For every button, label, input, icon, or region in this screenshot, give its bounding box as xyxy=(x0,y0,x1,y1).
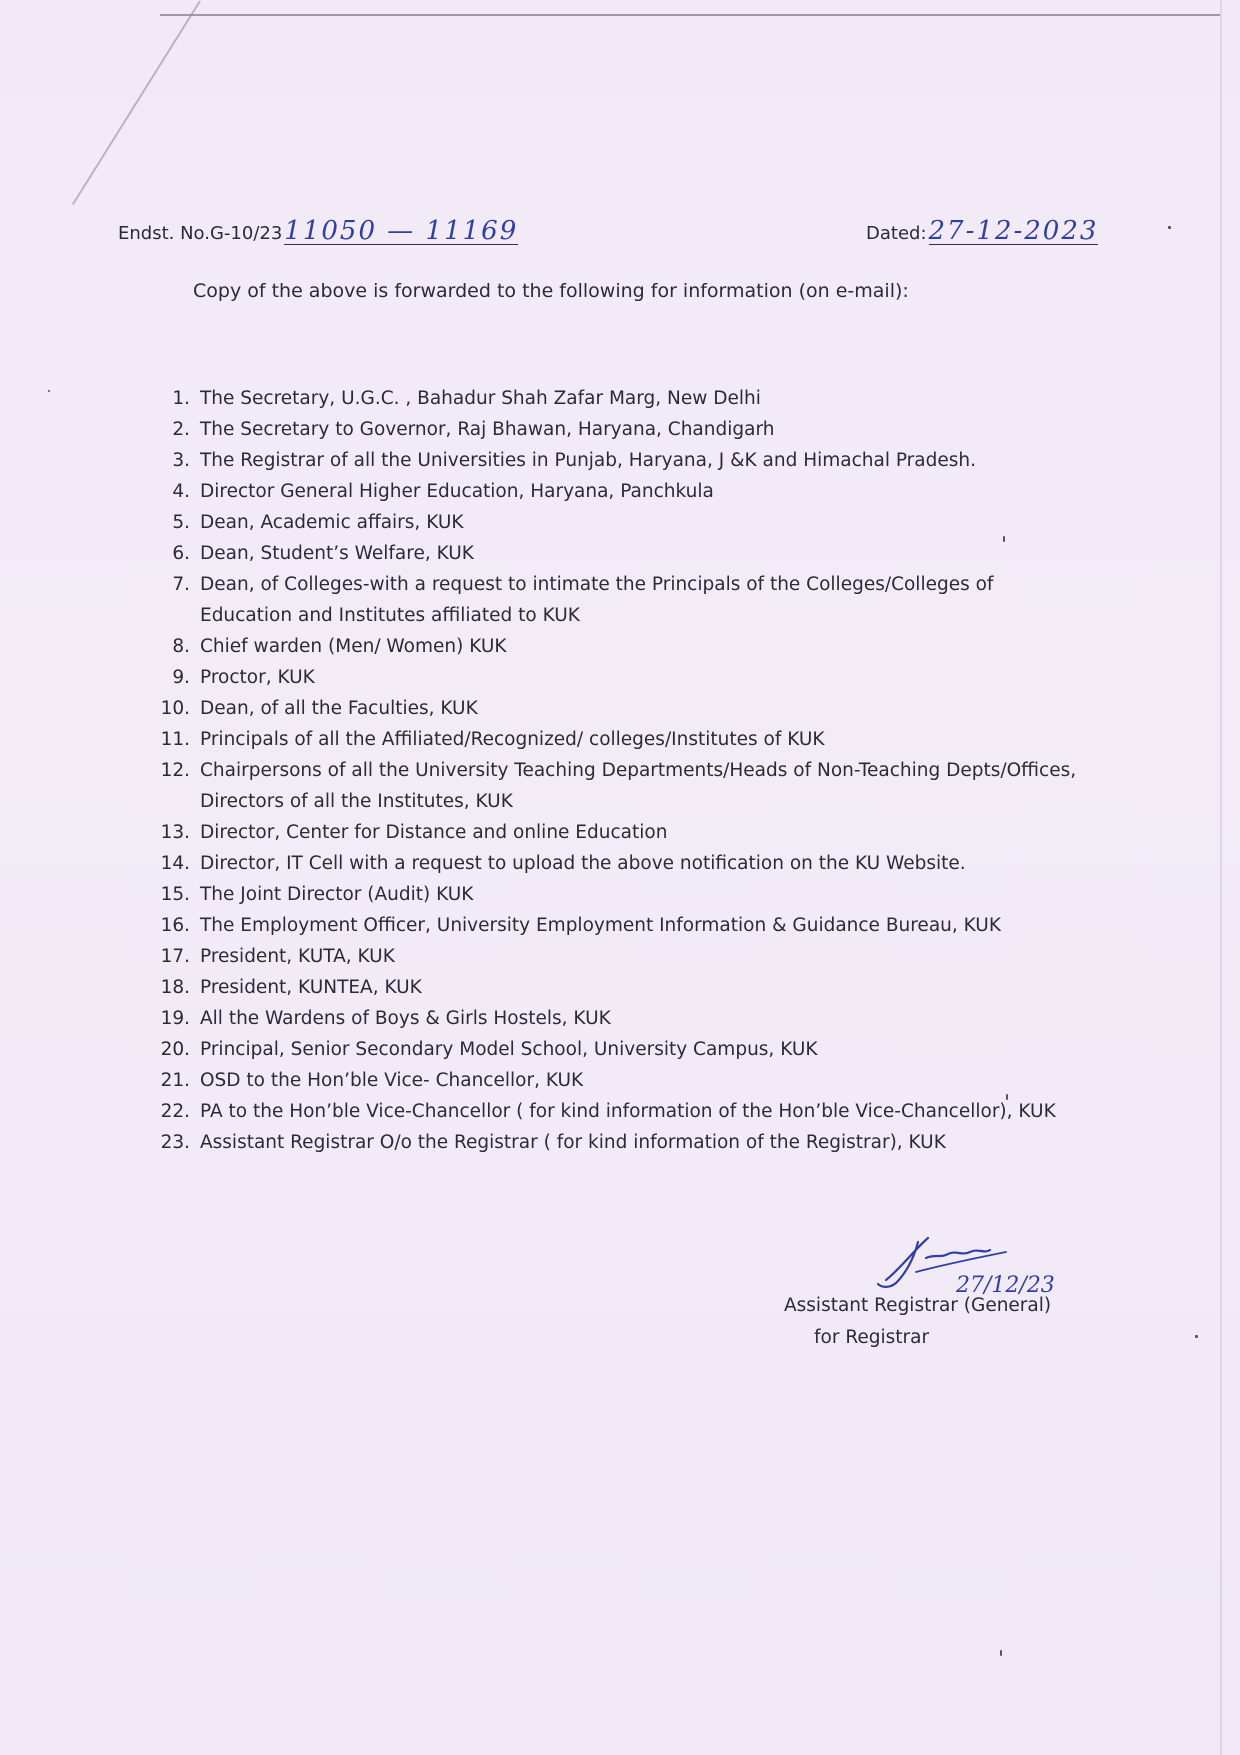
recipient-number: 7. xyxy=(172,574,190,595)
recipient-item xyxy=(150,1127,1090,1158)
recipient-item xyxy=(150,383,1090,414)
signatory-designation: Assistant Registrar (General) xyxy=(784,1295,1052,1316)
recipient-text: Director General Higher Education, Haryana, Panchkula xyxy=(200,481,714,502)
dated-label: Dated: xyxy=(866,223,927,244)
signature-block xyxy=(784,1290,1051,1354)
recipient-item xyxy=(150,910,1090,941)
recipient-number: 5. xyxy=(172,512,190,533)
recipient-text: Dean, of all the Faculties, KUK xyxy=(200,698,478,719)
recipient-item xyxy=(150,569,1090,631)
endorsement-number xyxy=(118,218,518,245)
intro-line: Copy of the above is forwarded to the following for information (on e-mail): xyxy=(193,280,909,302)
recipient-item xyxy=(150,414,1090,445)
scan-speck xyxy=(48,390,50,392)
recipient-text: Dean, of Colleges-with a request to intimate the Principals of the Colleges/Colleges of Education and Institutes affiliated to KUK xyxy=(200,574,994,626)
signature-date: 27/12/23 xyxy=(956,1273,1055,1298)
recipient-text: Dean, Student’s Welfare, KUK xyxy=(200,543,474,564)
recipient-number: 1. xyxy=(172,388,190,409)
recipient-number: 22. xyxy=(160,1101,190,1122)
recipient-number: 20. xyxy=(160,1039,190,1060)
recipient-text: The Registrar of all the Universities in Punjab, Haryana, J &K and Himachal Pradesh. xyxy=(200,450,976,471)
recipient-number: 2. xyxy=(172,419,190,440)
recipient-item xyxy=(150,507,1090,538)
recipient-text: Director, IT Cell with a request to upload the above notification on the KU Website. xyxy=(200,853,966,874)
dated-field xyxy=(866,218,1098,245)
recipient-list xyxy=(150,383,1090,1158)
recipient-number: 10. xyxy=(160,698,190,719)
recipient-number: 6. xyxy=(172,543,190,564)
recipient-number: 23. xyxy=(160,1132,190,1153)
recipient-item xyxy=(150,1065,1090,1096)
scan-speck xyxy=(1195,1335,1198,1338)
recipient-item xyxy=(150,1034,1090,1065)
recipient-number: 11. xyxy=(160,729,190,750)
recipient-text: Proctor, KUK xyxy=(200,667,315,688)
scan-speck xyxy=(1003,536,1005,542)
signatory-for-line: for Registrar xyxy=(814,1327,930,1348)
scan-edge-right xyxy=(1220,0,1222,1755)
recipient-item xyxy=(150,724,1090,755)
recipient-item xyxy=(150,693,1090,724)
recipient-number: 19. xyxy=(160,1008,190,1029)
recipient-text: President, KUNTEA, KUK xyxy=(200,977,422,998)
recipient-item xyxy=(150,817,1090,848)
recipient-number: 3. xyxy=(172,450,190,471)
recipient-text: The Joint Director (Audit) KUK xyxy=(200,884,474,905)
recipient-number: 18. xyxy=(160,977,190,998)
recipient-number: 21. xyxy=(160,1070,190,1091)
scan-speck xyxy=(1006,1094,1008,1100)
recipient-item xyxy=(150,631,1090,662)
recipient-item xyxy=(150,538,1090,569)
recipient-text: Chairpersons of all the University Teaching Departments/Heads of Non-Teaching Depts/Offices, Directors of all the Institutes, KUK xyxy=(200,760,1077,812)
recipient-item xyxy=(150,662,1090,693)
recipient-number: 17. xyxy=(160,946,190,967)
endorsement-prefix: Endst. No.G-10/23 xyxy=(118,223,283,244)
recipient-text: The Secretary, U.G.C. , Bahadur Shah Zafar Marg, New Delhi xyxy=(200,388,761,409)
recipient-item xyxy=(150,941,1090,972)
handwritten-date: 27-12-2023 xyxy=(928,216,1099,246)
recipient-number: 9. xyxy=(172,667,190,688)
recipient-number: 4. xyxy=(172,481,190,502)
recipient-number: 15. xyxy=(160,884,190,905)
recipient-item xyxy=(150,755,1090,817)
recipient-text: PA to the Hon’ble Vice-Chancellor ( for kind information of the Hon’ble Vice-Chancellor), KUK xyxy=(200,1101,1056,1122)
recipient-item xyxy=(150,1096,1090,1127)
recipient-text: The Employment Officer, University Employment Information & Guidance Bureau, KUK xyxy=(200,915,1001,936)
recipient-text: Chief warden (Men/ Women) KUK xyxy=(200,636,507,657)
recipient-text: All the Wardens of Boys & Girls Hostels, KUK xyxy=(200,1008,611,1029)
recipient-text: Director, Center for Distance and online Education xyxy=(200,822,668,843)
recipient-item xyxy=(150,879,1090,910)
recipient-number: 12. xyxy=(160,760,190,781)
recipient-text: Dean, Academic affairs, KUK xyxy=(200,512,464,533)
signature-mark xyxy=(856,1228,1055,1298)
recipient-text: Principal, Senior Secondary Model School, University Campus, KUK xyxy=(200,1039,818,1060)
scan-edge-top xyxy=(160,14,1220,16)
recipient-text: Principals of all the Affiliated/Recognized/ colleges/Institutes of KUK xyxy=(200,729,825,750)
handwritten-endorsement-number: 11050 — 11169 xyxy=(284,216,519,246)
recipient-number: 16. xyxy=(160,915,190,936)
recipient-text: OSD to the Hon’ble Vice- Chancellor, KUK xyxy=(200,1070,584,1091)
scan-speck xyxy=(1000,1650,1002,1656)
recipient-number: 8. xyxy=(172,636,190,657)
recipient-text: The Secretary to Governor, Raj Bhawan, Haryana, Chandigarh xyxy=(200,419,775,440)
recipient-number: 13. xyxy=(160,822,190,843)
recipient-text: Assistant Registrar O/o the Registrar ( for kind information of the Registrar), KUK xyxy=(200,1132,946,1153)
recipient-item xyxy=(150,972,1090,1003)
scan-speck xyxy=(1168,226,1171,229)
recipient-item xyxy=(150,445,1090,476)
recipient-number: 14. xyxy=(160,853,190,874)
recipient-item xyxy=(150,848,1090,879)
recipient-item xyxy=(150,1003,1090,1034)
scan-edge-left xyxy=(72,0,201,205)
recipient-text: President, KUTA, KUK xyxy=(200,946,395,967)
recipient-item xyxy=(150,476,1090,507)
